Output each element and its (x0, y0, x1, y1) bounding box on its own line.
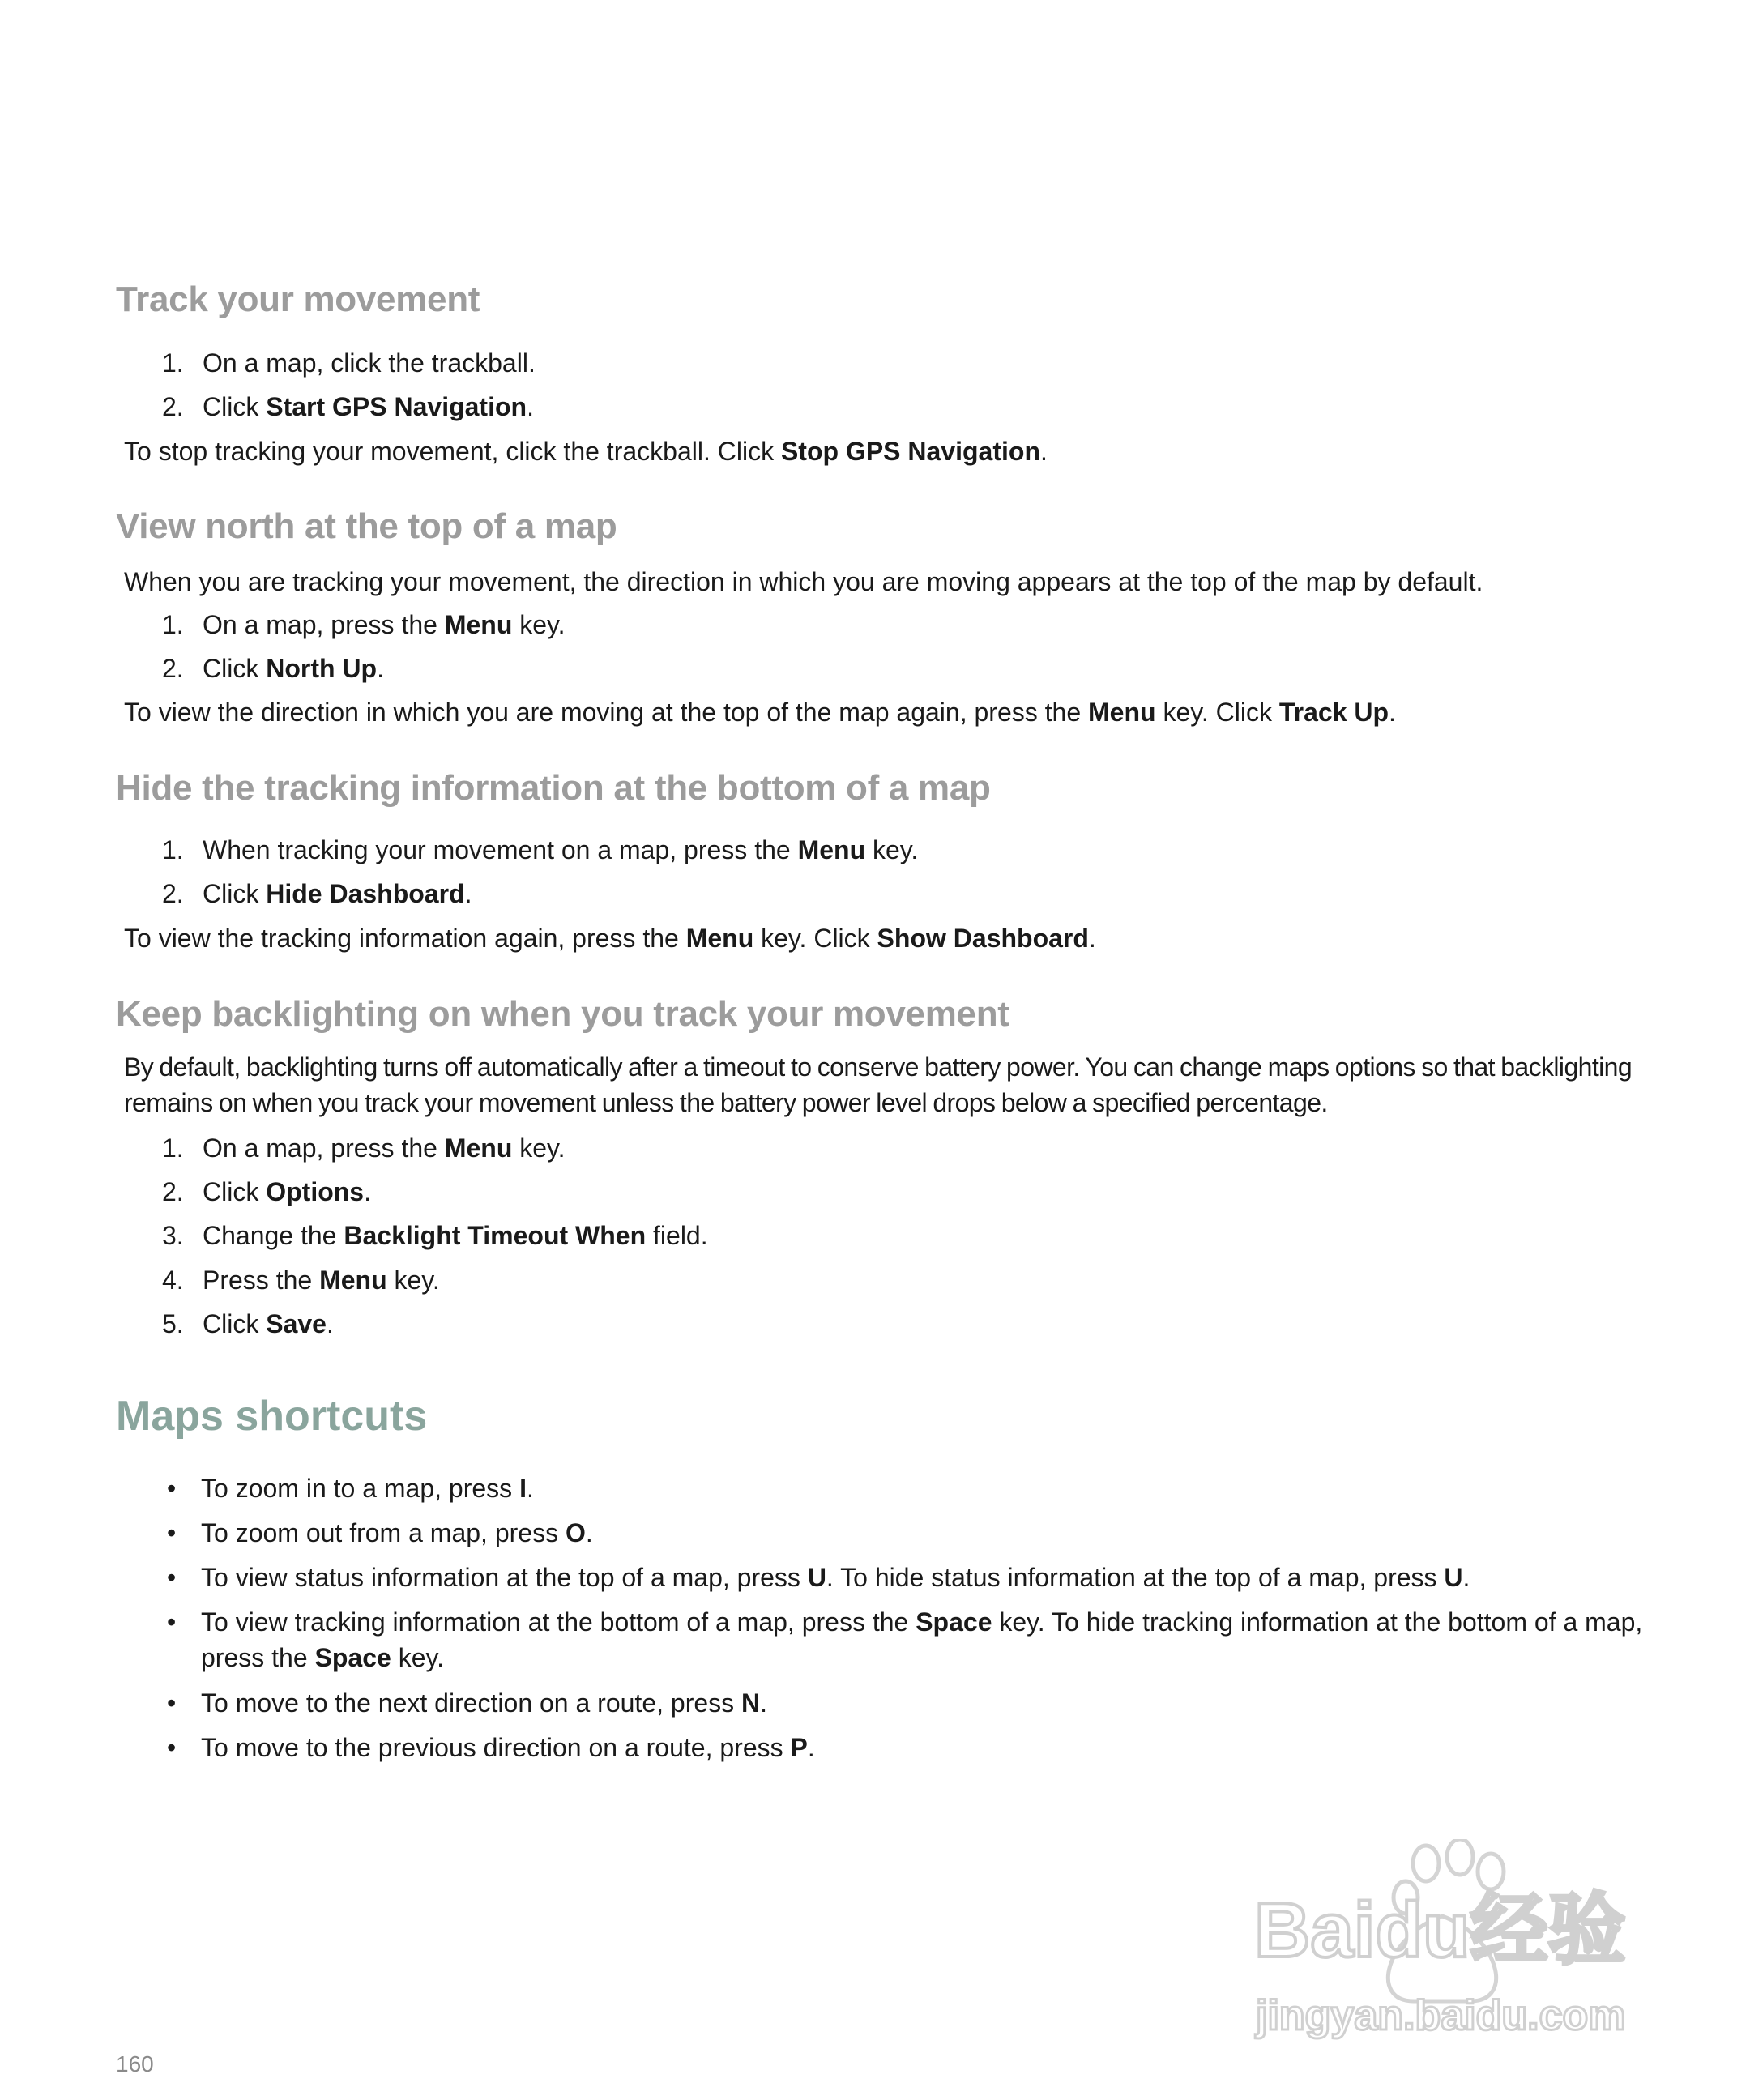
track-note: To stop tracking your movement, click the trackball. Click Stop GPS Navigation. (124, 437, 1048, 466)
north-note: To view the direction in which you are moving at the top of the map again, press the Menu key. Click Track Up. (124, 698, 1396, 727)
bullet-icon: • (167, 1688, 177, 1718)
north-step-1: 1. On a map, press the Menu key. (162, 607, 566, 642)
hide-step-2: 2. Click Hide Dashboard. (162, 876, 472, 911)
north-step-2: 2. Click North Up. (162, 651, 384, 686)
heading-hide-tracking: Hide the tracking information at the bottom of a map (116, 768, 991, 808)
hide-step-1: 1. When tracking your movement on a map, press the Menu key. (162, 832, 918, 868)
page-number: 160 (116, 2051, 154, 2077)
watermark-url: jingyan.baidu.com (1256, 1992, 1626, 2039)
shortcut-item-previous-direction: • To move to the previous direction on a route, press P. (170, 1730, 1645, 1765)
track-step-1: 1. On a map, click the trackball. (162, 345, 536, 381)
backlight-intro: By default, backlighting turns off automatically after a timeout to conserve battery power. You can change maps options so that backlighting remains on when you track your movement unless the battery power level drops below a specified percentage. (124, 1052, 1633, 1117)
bullet-icon: • (167, 1733, 177, 1762)
hide-note: To view the tracking information again, press the Menu key. Click Show Dashboard. (124, 924, 1096, 953)
backlight-step-2: 2. Click Options. (162, 1174, 371, 1210)
shortcut-item-tracking: • To view tracking information at the bottom of a map, press the Space key. To hide tracking information at the bottom of a map, press the Space key. (170, 1604, 1645, 1675)
step-number: 2. (162, 392, 184, 421)
baidu-watermark-logo (1248, 1839, 1653, 2050)
track-step-2: 2. Click Start GPS Navigation. (162, 389, 534, 425)
heading-track-movement: Track your movement (116, 280, 480, 319)
step-number: 4. (162, 1266, 184, 1295)
backlight-step-5: 5. Click Save. (162, 1306, 334, 1342)
step-number: 2. (162, 1177, 184, 1206)
bullet-icon: • (167, 1563, 177, 1592)
step-number: 1. (162, 610, 184, 639)
shortcut-item-next-direction: • To move to the next direction on a route, press N. (170, 1685, 1645, 1721)
backlight-step-1: 1. On a map, press the Menu key. (162, 1130, 566, 1166)
shortcut-item-status: • To view status information at the top of a map, press U. To hide status information at the top of a map, press U. (170, 1560, 1645, 1595)
step-number: 2. (162, 654, 184, 683)
north-intro: When you are tracking your movement, the direction in which you are moving appears at the top of the map by default. (124, 567, 1483, 596)
shortcut-item-zoom-in: • To zoom in to a map, press I. (170, 1470, 1645, 1506)
bullet-icon: • (167, 1607, 177, 1637)
heading-keep-backlighting: Keep backlighting on when you track your movement (116, 994, 1009, 1034)
heading-maps-shortcuts: Maps shortcuts (116, 1393, 428, 1440)
heading-view-north: View north at the top of a map (116, 506, 617, 546)
backlight-step-4: 4. Press the Menu key. (162, 1262, 440, 1298)
shortcut-item-zoom-out: • To zoom out from a map, press O. (170, 1515, 1645, 1551)
step-number: 1. (162, 348, 184, 378)
step-number: 1. (162, 835, 184, 864)
bullet-icon: • (167, 1474, 177, 1503)
step-number: 2. (162, 879, 184, 908)
step-number: 3. (162, 1221, 184, 1250)
step-number: 5. (162, 1309, 184, 1338)
backlight-step-3: 3. Change the Backlight Timeout When field. (162, 1218, 708, 1253)
bullet-icon: • (167, 1518, 177, 1547)
watermark-brand: Baidu经验 (1254, 1887, 1626, 1974)
step-number: 1. (162, 1133, 184, 1163)
